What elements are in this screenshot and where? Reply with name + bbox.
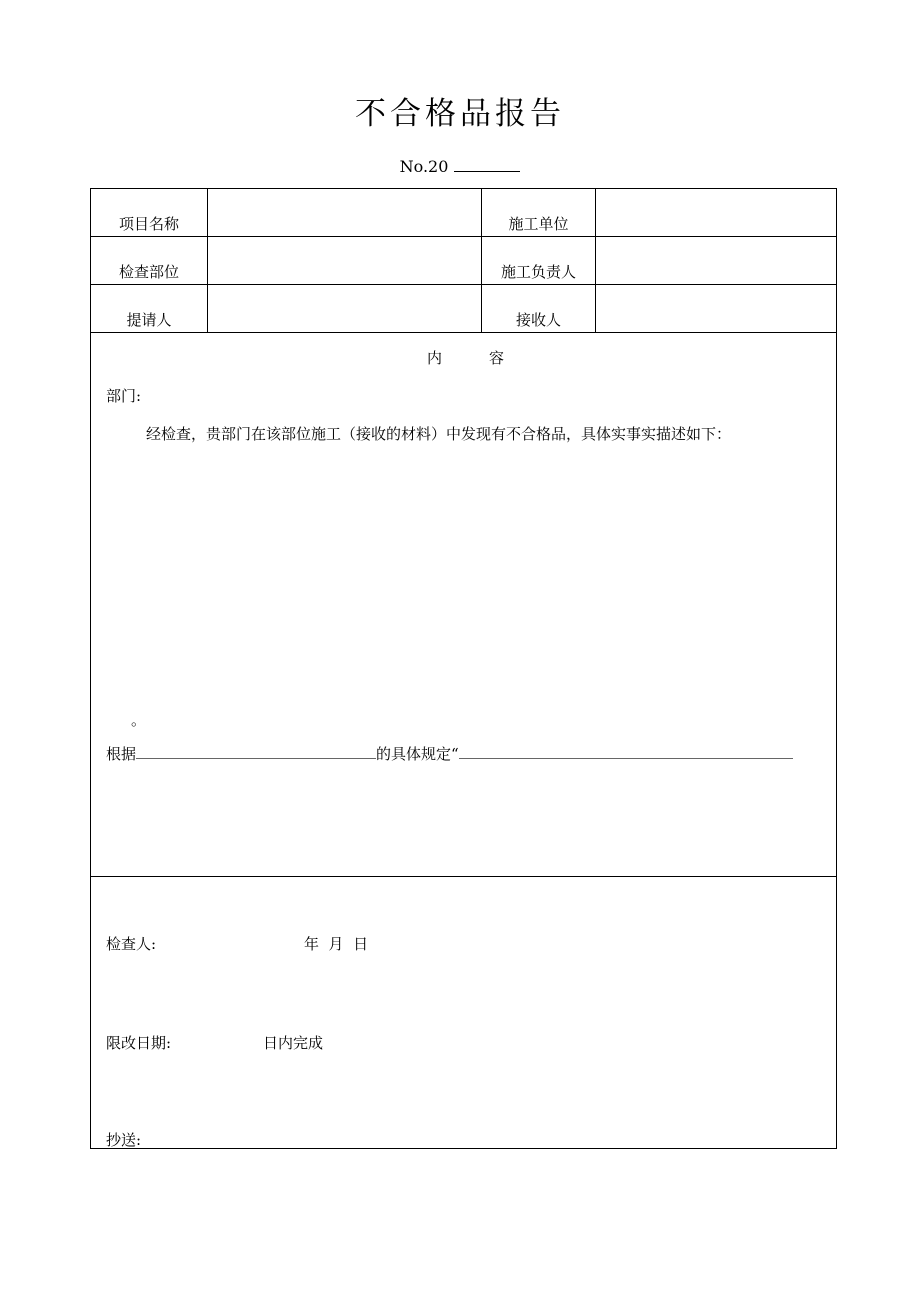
basis-prefix: 根据: [106, 745, 137, 763]
project-name-field[interactable]: [208, 189, 482, 237]
deadline-label: 限改日期:: [106, 1034, 172, 1052]
content-section[interactable]: [91, 333, 837, 877]
inspection-part-field[interactable]: [208, 237, 482, 285]
report-number-prefix: No.20: [399, 157, 449, 176]
project-name-label: 项目名称: [91, 189, 208, 237]
regulation-blank[interactable]: [459, 744, 793, 759]
deadline-value: 日内完成: [263, 1034, 324, 1052]
construction-leader-field[interactable]: [596, 237, 837, 285]
inspection-part-label: 检查部位: [91, 237, 208, 285]
content-heading-left: 内: [427, 349, 443, 367]
report-form: [90, 188, 837, 1149]
page-title: 不合格品报告: [355, 96, 565, 132]
content-body-text: 经检查，贵部门在该部位施工（接收的材料）中发现有不合格品，具体实事实描述如下：: [146, 425, 732, 443]
requester-field[interactable]: [208, 285, 482, 333]
footer-row: [91, 877, 837, 1149]
basis-blank[interactable]: [136, 744, 376, 759]
report-number: [0, 157, 920, 176]
form-row: [91, 285, 837, 333]
requester-label: 提请人: [91, 285, 208, 333]
construction-leader-label: 施工负责人: [482, 237, 596, 285]
construction-unit-label: 施工单位: [482, 189, 596, 237]
basis-mid: 的具体规定“: [376, 745, 459, 763]
receiver-label: 接收人: [482, 285, 596, 333]
inspection-date: 年 月 日: [304, 935, 369, 953]
basis-line: [106, 743, 793, 764]
construction-unit-field[interactable]: [596, 189, 837, 237]
form-row: [91, 189, 837, 237]
footer-section[interactable]: [91, 877, 837, 1149]
form-row: [91, 237, 837, 285]
content-row: [91, 333, 837, 877]
receiver-field[interactable]: [596, 285, 837, 333]
cc-label: 抄送:: [106, 1131, 142, 1149]
content-period: 。: [131, 711, 147, 729]
department-label: 部门:: [106, 387, 142, 405]
inspector-label: 检查人:: [106, 935, 157, 953]
content-heading-right: 容: [489, 349, 505, 367]
report-number-blank[interactable]: [454, 157, 520, 172]
